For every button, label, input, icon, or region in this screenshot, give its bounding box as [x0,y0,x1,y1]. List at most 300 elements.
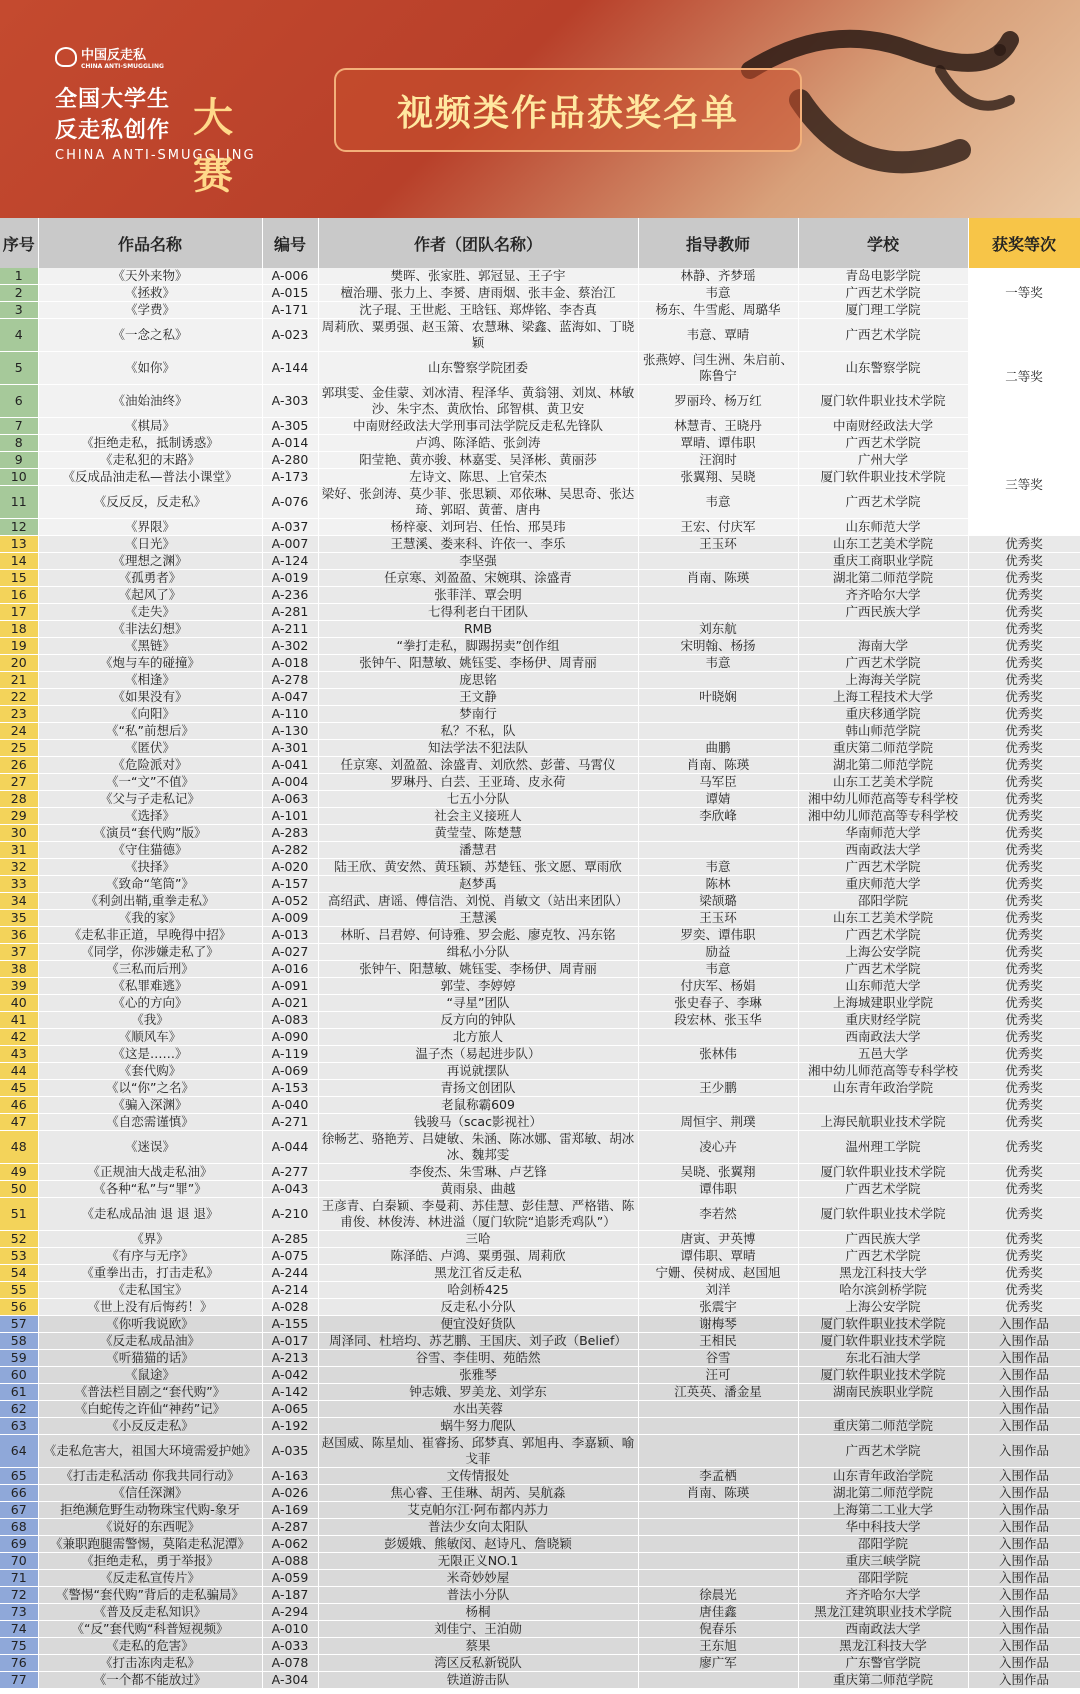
cell-no: 44 [0,1063,38,1080]
table-row [0,1248,1080,1265]
cell-author: 罗琳丹、白芸、王亚琦、皮永荷 [318,774,638,791]
cell-code: A-065 [262,1401,318,1418]
cell-award: 入围作品 [968,1435,1080,1468]
cell-teacher: 王玉环 [638,536,798,553]
table-row [0,706,1080,723]
cell-code: A-171 [262,302,318,319]
cell-teacher [638,842,798,859]
cell-author: 林昕、吕君婷、何诗雅、罗会彪、廖克牧、冯东铭 [318,927,638,944]
contest-line-1: 全国大学生 [55,87,171,112]
cell-work: 《炮与车的碰撞》 [38,655,262,672]
cell-work: 《孤勇者》 [38,570,262,587]
table-body [0,268,1080,1689]
cell-award: 优秀奖 [968,740,1080,757]
cell-award: 优秀奖 [968,1231,1080,1248]
cell-award: 优秀奖 [968,587,1080,604]
cell-no: 32 [0,859,38,876]
cell-school: 广西艺术学院 [798,1248,968,1265]
cell-teacher: 周恒宇、荆璞 [638,1114,798,1131]
cell-teacher: 王东旭 [638,1638,798,1655]
cell-school: 山东工艺美术学院 [798,910,968,927]
cell-award: 入围作品 [968,1468,1080,1485]
cell-school: 上海民航职业技术学院 [798,1114,968,1131]
cell-no: 53 [0,1248,38,1265]
table-row [0,1604,1080,1621]
cell-award: 优秀奖 [968,655,1080,672]
cell-author: 七得利老白干团队 [318,604,638,621]
cell-author: 杨梓豪、刘珂岩、任怡、邢昊玮 [318,519,638,536]
table-row [0,1231,1080,1248]
cell-work: 《界限》 [38,519,262,536]
table-row [0,859,1080,876]
cell-school: 上海工程技术大学 [798,689,968,706]
cell-award: 优秀奖 [968,553,1080,570]
cell-code: A-088 [262,1553,318,1570]
cell-work: 《如你》 [38,352,262,385]
cell-school: 湘中幼儿师范高等专科学校 [798,791,968,808]
cell-school: 海南大学 [798,638,968,655]
cell-no: 35 [0,910,38,927]
cell-code: A-035 [262,1435,318,1468]
cell-award: 优秀奖 [968,1114,1080,1131]
cell-award: 入围作品 [968,1638,1080,1655]
cell-code: A-244 [262,1265,318,1282]
cell-code: A-006 [262,268,318,285]
cell-author: 庞思铭 [318,672,638,689]
cell-teacher [638,1401,798,1418]
cell-school: 广西艺术学院 [798,435,968,452]
cell-author: 任京寒、刘盈盈、涂盛青、刘欣然、彭蕾、马霄仪 [318,757,638,774]
cell-work: 《如果没有》 [38,689,262,706]
cell-author: 艾克帕尔江·阿布都内苏力 [318,1502,638,1519]
cell-author: 中南财经政法大学刑事司法学院反走私先锋队 [318,418,638,435]
cell-code: A-213 [262,1350,318,1367]
cell-school: 广西艺术学院 [798,961,968,978]
cell-code: A-278 [262,672,318,689]
cell-author: 便宜没好货队 [318,1316,638,1333]
cell-code: A-016 [262,961,318,978]
cell-work: 《黑链》 [38,638,262,655]
cell-school [798,1401,968,1418]
table-row [0,1012,1080,1029]
table-row [0,1519,1080,1536]
cell-award: 优秀奖 [968,842,1080,859]
cell-award: 入围作品 [968,1401,1080,1418]
cell-no: 17 [0,604,38,621]
table-row [0,876,1080,893]
cell-award: 二等奖 [968,319,1080,435]
cell-no: 23 [0,706,38,723]
cell-no: 63 [0,1418,38,1435]
cell-author: 梦南行 [318,706,638,723]
cell-teacher [638,587,798,604]
cell-school: 华南师范大学 [798,825,968,842]
cell-award: 入围作品 [968,1384,1080,1401]
cell-no: 76 [0,1655,38,1672]
header-school: 学校 [798,218,968,268]
cell-code: A-018 [262,655,318,672]
table-row [0,1401,1080,1418]
header-no: 序号 [0,218,38,268]
table-row [0,1198,1080,1231]
cell-award: 入围作品 [968,1333,1080,1350]
cell-author: 杨桐 [318,1604,638,1621]
cell-school: 上海城建职业学院 [798,995,968,1012]
table-row [0,268,1080,285]
cell-award: 优秀奖 [968,1164,1080,1181]
cell-work: 《各种“私”与“罪”》 [38,1181,262,1198]
cell-school: 湖南民族职业学院 [798,1384,968,1401]
cell-school: 重庆第二师范学院 [798,740,968,757]
table-row [0,1384,1080,1401]
cell-author: 文传情报处 [318,1468,638,1485]
cell-author: 黑龙江省反走私 [318,1265,638,1282]
cell-award: 入围作品 [968,1655,1080,1672]
cell-no: 3 [0,302,38,319]
table-row [0,1029,1080,1046]
title-box [334,68,802,152]
cell-school: 厦门软件职业技术学院 [798,1316,968,1333]
cell-award: 优秀奖 [968,672,1080,689]
contest-title [55,82,256,198]
table-row [0,1316,1080,1333]
cell-code: A-130 [262,723,318,740]
cell-work: 拒绝濒危野生动物珠宝代购-象牙 [38,1502,262,1519]
table-row [0,1418,1080,1435]
cell-author: 张钟午、阳慧敏、姚钰雯、李杨伊、周青丽 [318,655,638,672]
cell-work: 《兼职跑腿需警惕，莫陷走私泥潭》 [38,1536,262,1553]
cell-code: A-305 [262,418,318,435]
cell-author: 陈泽皓、卢鸿、粟勇强、周莉欣 [318,1248,638,1265]
cell-work: 《以“你”之名》 [38,1080,262,1097]
cell-teacher: 汪润时 [638,452,798,469]
cell-award: 优秀奖 [968,1063,1080,1080]
cell-award: 三等奖 [968,435,1080,536]
table-row [0,1299,1080,1316]
cell-school: 西南政法大学 [798,1029,968,1046]
cell-teacher: 谭婧 [638,791,798,808]
cell-code: A-214 [262,1282,318,1299]
cell-work: 《利剑出鞘,重拳走私》 [38,893,262,910]
table-row [0,1114,1080,1131]
cell-no: 28 [0,791,38,808]
cell-award: 优秀奖 [968,706,1080,723]
cell-code: A-014 [262,435,318,452]
cell-teacher: 唐寅、尹英博 [638,1231,798,1248]
cell-code: A-043 [262,1181,318,1198]
contest-big-text: 大赛 [193,95,233,198]
cell-teacher [638,706,798,723]
cell-author: 无限正义NO.1 [318,1553,638,1570]
cell-teacher: 梁颉璐 [638,893,798,910]
cell-code: A-211 [262,621,318,638]
cell-no: 39 [0,978,38,995]
cell-school: 厦门软件职业技术学院 [798,469,968,486]
cell-code: A-009 [262,910,318,927]
cell-teacher: 韦意、覃晴 [638,319,798,352]
cell-code: A-028 [262,1299,318,1316]
cell-teacher: 韦意 [638,859,798,876]
cell-teacher: 罗奕、谭伟职 [638,927,798,944]
cell-award: 入围作品 [968,1316,1080,1333]
cell-work: 《非法幻想》 [38,621,262,638]
cell-work: 《小反反走私》 [38,1418,262,1435]
cell-work: 《顺风车》 [38,1029,262,1046]
cell-work: 《父与子走私记》 [38,791,262,808]
table-row [0,285,1080,302]
cell-award: 优秀奖 [968,961,1080,978]
cell-work: 《匿伏》 [38,740,262,757]
cell-teacher: 曲鹏 [638,740,798,757]
cell-work: 《起风了》 [38,587,262,604]
cell-work: 《理想之渊》 [38,553,262,570]
cell-teacher: 王相民 [638,1333,798,1350]
cell-author: 王文静 [318,689,638,706]
cell-award: 优秀奖 [968,910,1080,927]
cell-work: 《你听我说欧》 [38,1316,262,1333]
cell-school: 重庆三峡学院 [798,1553,968,1570]
cell-no: 30 [0,825,38,842]
cell-no: 46 [0,1097,38,1114]
cell-no: 58 [0,1333,38,1350]
cell-no: 54 [0,1265,38,1282]
cell-author: 刘佳宁、王泊勋 [318,1621,638,1638]
cell-award: 优秀奖 [968,638,1080,655]
cell-work: 《拒绝走私，抵制诱惑》 [38,435,262,452]
cell-teacher: 张燕婷、闫生洲、朱启前、陈鲁宁 [638,352,798,385]
cell-author: 郭琪雯、金佳蒙、刘冰清、程泽华、黄翁翎、刘岚、林敏沙、朱宇杰、黄欣怡、邱智棋、黄卫安 [318,385,638,418]
cell-code: A-076 [262,486,318,519]
shield-icon [55,47,77,67]
cell-award: 入围作品 [968,1367,1080,1384]
cell-work: 《普法栏目剧之“套代购”》 [38,1384,262,1401]
cell-author: 普法小分队 [318,1587,638,1604]
cell-code: A-144 [262,352,318,385]
table-row [0,757,1080,774]
cell-award: 优秀奖 [968,1131,1080,1164]
cell-work: 《走私非正道，早晚得中招》 [38,927,262,944]
cell-teacher: 陈林 [638,876,798,893]
cell-school: 中南财经政法大学 [798,418,968,435]
cell-work: 《天外来物》 [38,268,262,285]
cell-author: 周泽同、杜培均、苏艺鹏、王国庆、刘子政（Belief） [318,1333,638,1350]
cell-award: 优秀奖 [968,944,1080,961]
cell-teacher: 励益 [638,944,798,961]
cell-award: 优秀奖 [968,978,1080,995]
table-row [0,435,1080,452]
cell-author: 北方旅人 [318,1029,638,1046]
cell-school: 黑龙江科技大学 [798,1265,968,1282]
cell-work: 《拯救》 [38,285,262,302]
cell-work: 《自恋需谨慎》 [38,1114,262,1131]
cell-code: A-078 [262,1655,318,1672]
cell-award: 优秀奖 [968,1198,1080,1231]
cell-teacher [638,1553,798,1570]
cell-code: A-010 [262,1621,318,1638]
cell-work: 《私罪难逃》 [38,978,262,995]
cell-work: 《一念之私》 [38,319,262,352]
cell-school: 山东青年政治学院 [798,1080,968,1097]
cell-award: 入围作品 [968,1587,1080,1604]
cell-code: A-280 [262,452,318,469]
cell-work: 《走私成品油 退 退 退》 [38,1198,262,1231]
cell-work: 《走私犯的末路》 [38,452,262,469]
table-row [0,1672,1080,1689]
cell-award: 优秀奖 [968,1012,1080,1029]
cell-work: 《世上没有后悔药！》 [38,1299,262,1316]
cell-work: 《抉择》 [38,859,262,876]
cell-school: 广西民族大学 [798,1231,968,1248]
cell-school: 青岛电影学院 [798,268,968,285]
cell-author: 郭莹、李婷婷 [318,978,638,995]
cell-work: 《一个都不能放过》 [38,1672,262,1689]
cell-no: 20 [0,655,38,672]
cell-author: 知法学法不犯法队 [318,740,638,757]
table-row [0,536,1080,553]
cell-author: 温子杰（易起进步队） [318,1046,638,1063]
cell-teacher: 廖广军 [638,1655,798,1672]
cell-teacher [638,825,798,842]
cell-code: A-163 [262,1468,318,1485]
cell-no: 25 [0,740,38,757]
cell-no: 13 [0,536,38,553]
cell-author: 七五小分队 [318,791,638,808]
cell-no: 47 [0,1114,38,1131]
cell-teacher: 马军臣 [638,774,798,791]
cell-work: 《致命“笔筒”》 [38,876,262,893]
cell-work: 《警惕“套代购”背后的走私骗局》 [38,1587,262,1604]
cell-teacher: 林静、齐梦瑶 [638,268,798,285]
cell-award: 优秀奖 [968,723,1080,740]
logo-text: 中国反走私 [81,48,147,63]
cell-no: 42 [0,1029,38,1046]
cell-author: 周莉欣、粟勇强、赵玉箫、农慧琳、梁鑫、蓝海如、丁晓颖 [318,319,638,352]
cell-code: A-041 [262,757,318,774]
table-row [0,825,1080,842]
cell-award: 优秀奖 [968,1029,1080,1046]
cell-no: 8 [0,435,38,452]
cell-school: 广西艺术学院 [798,319,968,352]
cell-award: 优秀奖 [968,536,1080,553]
table-row [0,1502,1080,1519]
cell-no: 51 [0,1198,38,1231]
cell-teacher [638,672,798,689]
table-row [0,893,1080,910]
cell-work: 《反走私宣传片》 [38,1570,262,1587]
cell-no: 5 [0,352,38,385]
cell-school: 广西艺术学院 [798,859,968,876]
table-header-row [0,218,1080,268]
table-row [0,452,1080,469]
cell-teacher: 韦意 [638,655,798,672]
cell-no: 61 [0,1384,38,1401]
cell-school: 重庆移通学院 [798,706,968,723]
cell-code: A-017 [262,1333,318,1350]
cell-award: 优秀奖 [968,604,1080,621]
table-row [0,995,1080,1012]
cell-no: 68 [0,1519,38,1536]
cell-code: A-047 [262,689,318,706]
cell-teacher: 李孟栖 [638,1468,798,1485]
cell-author: 彭媛娥、熊敏闵、赵诗凡、詹晓颖 [318,1536,638,1553]
cell-author: 高绍武、唐谣、傅信浩、刘悦、肖敏文（站出来团队） [318,893,638,910]
cell-school: 重庆财经学院 [798,1012,968,1029]
cell-code: A-091 [262,978,318,995]
cell-no: 71 [0,1570,38,1587]
cell-work: 《反成品油走私—普法小课堂》 [38,469,262,486]
cell-teacher [638,1435,798,1468]
cell-code: A-287 [262,1519,318,1536]
cell-code: A-277 [262,1164,318,1181]
cell-award: 优秀奖 [968,570,1080,587]
cell-school [798,1097,968,1114]
cell-no: 18 [0,621,38,638]
cell-code: A-169 [262,1502,318,1519]
cell-work: 《有序与无序》 [38,1248,262,1265]
cell-code: A-021 [262,995,318,1012]
cell-award: 优秀奖 [968,927,1080,944]
cell-no: 2 [0,285,38,302]
cell-author: 钱骏马（scac影视社） [318,1114,638,1131]
cell-work: 《危险派对》 [38,757,262,774]
table-row [0,1536,1080,1553]
table-row [0,808,1080,825]
cell-work: 《相逢》 [38,672,262,689]
cell-award: 优秀奖 [968,825,1080,842]
cell-teacher: 李欣峰 [638,808,798,825]
cell-school: 厦门软件职业技术学院 [798,1198,968,1231]
cell-author: 山东警察学院团委 [318,352,638,385]
cell-code: A-069 [262,1063,318,1080]
cell-teacher [638,1029,798,1046]
cell-author: 焦心睿、王佳琳、胡芮、吴航淼 [318,1485,638,1502]
cell-author: 潘慧君 [318,842,638,859]
cell-author: 反走私小分队 [318,1299,638,1316]
cell-work: 《鼠途》 [38,1367,262,1384]
cell-author: 社会主义接班人 [318,808,638,825]
cell-no: 14 [0,553,38,570]
cell-award: 优秀奖 [968,1181,1080,1198]
table-row [0,319,1080,352]
cell-school: 齐齐哈尔大学 [798,587,968,604]
page-title: 视频类作品获奖名单 [396,92,739,134]
cell-author: 湾区反私新锐队 [318,1655,638,1672]
table-row [0,604,1080,621]
cell-work: 《重拳出击，打击走私》 [38,1265,262,1282]
table-row [0,1181,1080,1198]
cell-no: 34 [0,893,38,910]
cell-code: A-019 [262,570,318,587]
table-row [0,1468,1080,1485]
cell-work: 《打击走私活动 你我共同行动》 [38,1468,262,1485]
cell-school: 广西艺术学院 [798,486,968,519]
table-row [0,944,1080,961]
cell-work: 《我》 [38,1012,262,1029]
cell-teacher: 徐晨光 [638,1587,798,1604]
contest-line-2: 反走私创作 [55,118,171,143]
cell-no: 62 [0,1401,38,1418]
cell-teacher: 刘洋 [638,1282,798,1299]
table-row [0,1638,1080,1655]
cell-author: 反方向的钟队 [318,1012,638,1029]
cell-school: 黑龙江科技大学 [798,1638,968,1655]
cell-award: 入围作品 [968,1672,1080,1689]
cell-teacher: 段宏林、张玉华 [638,1012,798,1029]
cell-work: 《打击冻肉走私》 [38,1655,262,1672]
cell-no: 37 [0,944,38,961]
cell-no: 27 [0,774,38,791]
logo-sub: CHINA ANTI-SMUGGLING [81,63,164,70]
